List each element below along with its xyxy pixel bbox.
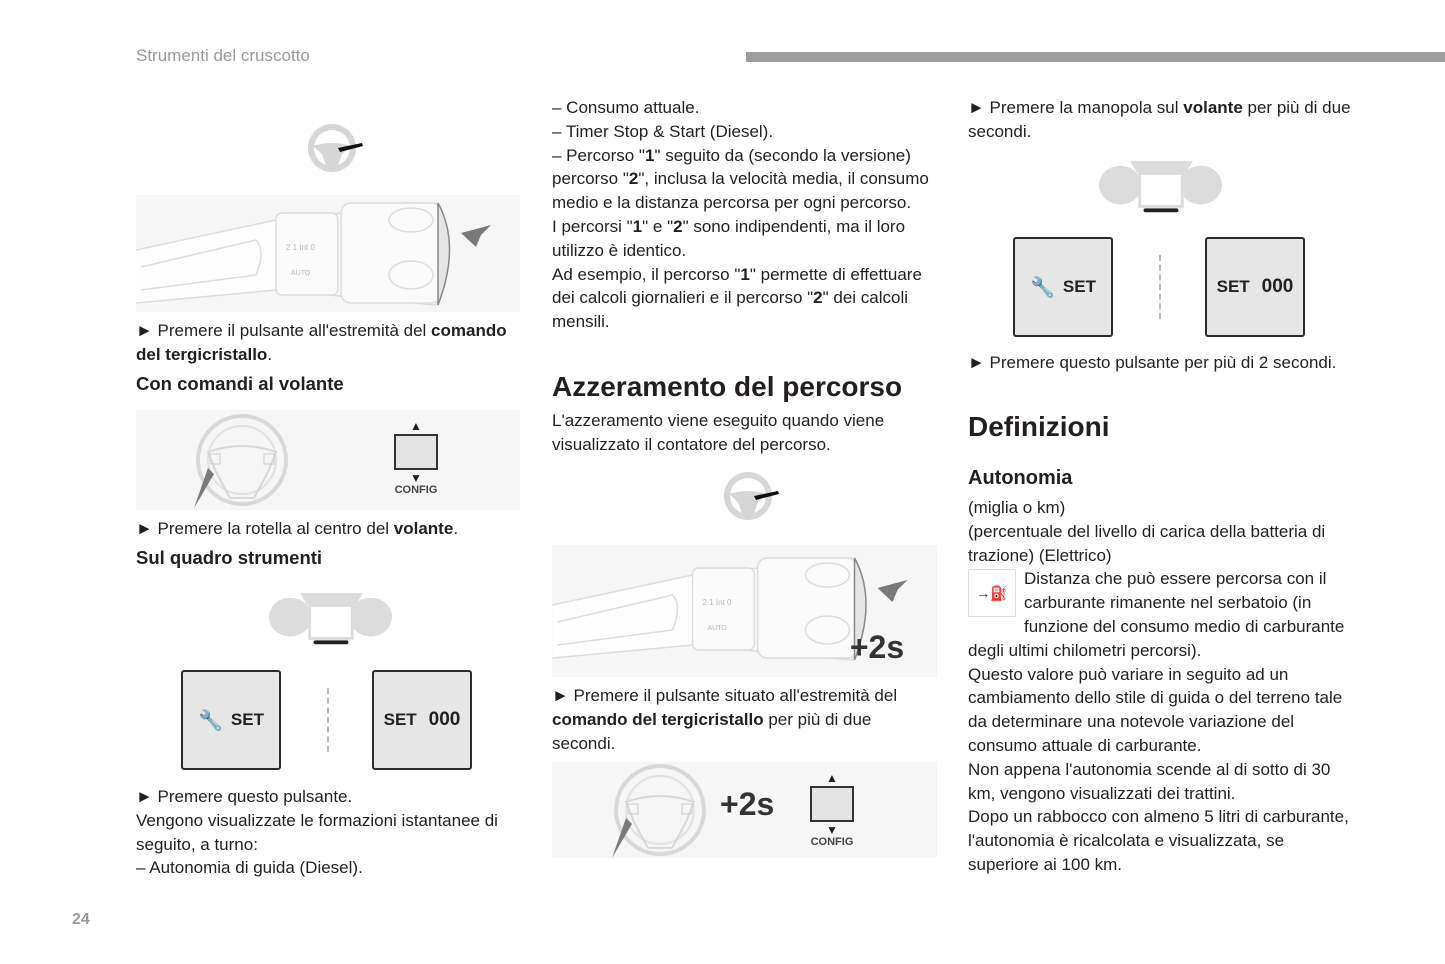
col1-text-block [136, 785, 526, 880]
config-button-icon [810, 786, 854, 822]
heading-steering-controls: Con comandi al volante [136, 373, 344, 394]
list-item-consumption [552, 96, 944, 120]
autonomy-text-block [968, 496, 1353, 877]
page-number: 24 [72, 911, 90, 928]
header-bar [746, 52, 1445, 62]
bold-text: 2 [813, 288, 823, 308]
heading-definitions: Definizioni [968, 411, 1110, 442]
heading-trip-reset: Azzeramento del percorso [552, 371, 903, 402]
text-segment: I percorsi " [552, 216, 633, 236]
wiper-stalk-hold-illustration [552, 545, 937, 677]
text-segment: " seguito da (secondo la versione) percorso " [552, 145, 911, 189]
text-segment: " permette di effettuare dei calcoli giornalieri e il percorso " [552, 264, 922, 308]
steering-hold-illustration [552, 762, 937, 858]
bold-text: comando del tergicristallo [136, 321, 507, 364]
arrow-up-icon: ▲ [826, 771, 838, 785]
text-segment: ► Premere questo pulsante per più di 2 secondi. [968, 353, 1337, 372]
col2-text-block [552, 96, 944, 334]
text-segment: Dopo un rabbocco con almeno 5 litri di carburante, l'autonomia è ricalcolata e visualizzata, se superiore ai 100 km. [968, 807, 1349, 874]
separator [327, 688, 329, 752]
text-segment: ► Premere questo pulsante. [136, 787, 353, 806]
heading-autonomy: Autonomia [968, 467, 1073, 489]
steering-wheel-icon [194, 412, 294, 510]
instrument-cluster-icon [268, 592, 393, 647]
text-segment: (miglia o km) [968, 498, 1066, 517]
info-trip-example [552, 263, 944, 334]
text-segment: Ad esempio, il percorso " [552, 264, 741, 284]
autonomy-definition [968, 567, 1353, 662]
list-item-autonomy [136, 856, 526, 880]
text-segment: – Timer Stop & Start (Diesel). [552, 121, 774, 141]
text-segment: L'azzeramento viene eseguito quando viene visualizzato il contatore del percorso. [552, 411, 885, 454]
set-display-000 [372, 670, 472, 770]
bold-text: 1 [632, 216, 643, 236]
text-segment: Vengono visualizzate le formazioni istantanee di seguito, a turno: [136, 810, 498, 854]
wrench-icon: 🔧 [1030, 276, 1055, 299]
text-segment: – Percorso " [552, 145, 645, 165]
arrow-up-icon: ▲ [410, 419, 422, 433]
bold-text: comando del tergicristallo [552, 709, 764, 729]
bold-text: 2 [628, 169, 639, 189]
set-button-wrench [181, 670, 281, 770]
text-segment: Questo valore può variare in seguito ad un cambiamento dello stile di guida o del terreno tale da determinare una notevole variazione del consumo attuale di carburante. [968, 664, 1343, 755]
fuel-range-icon: →⛽ [968, 569, 1016, 617]
set-button-wrench [1013, 237, 1113, 337]
text-segment: ► Premere il pulsante all'estremità del [136, 321, 432, 340]
config-label: CONFIG [394, 484, 438, 496]
text-segment: . [453, 519, 459, 538]
instruction-wiper [136, 319, 526, 367]
config-label: CONFIG [810, 836, 854, 848]
instruction-wheel-hold [968, 96, 1353, 144]
info-sequence [136, 809, 526, 857]
instrument-cluster-icon [1098, 160, 1223, 215]
text-segment: per più di due secondi. [552, 709, 872, 753]
hold-2s-badge: +2s [720, 786, 775, 822]
heading-instrument-panel: Sul quadro strumenti [136, 547, 323, 568]
steering-wheel-icon [612, 762, 712, 860]
info-trip-reset [552, 409, 937, 457]
instruction-press-button [136, 785, 526, 809]
instruction-button-hold [968, 351, 1353, 375]
bold-text: volante [393, 519, 454, 538]
list-item-trip [552, 144, 944, 215]
set-value: 000 [428, 709, 461, 730]
text-segment: – Autonomia di guida (Diesel). [136, 858, 363, 878]
bold-text: 2 [673, 216, 683, 236]
text-segment: " e " [642, 216, 674, 236]
autonomy-low [968, 758, 1353, 806]
text-segment: per più di due secondi. [968, 98, 1351, 141]
autonomy-electric [968, 520, 1353, 568]
separator [1159, 255, 1161, 319]
arrow-down-icon: ▼ [826, 823, 838, 837]
arrow-down-icon: ▼ [410, 471, 422, 485]
config-control [810, 772, 854, 848]
list-item-timer [552, 120, 944, 144]
text-segment: Non appena l'autonomia scende al di sotto di 30 km, vengono visualizzati dei trattini. [968, 759, 1331, 803]
bold-text: 1 [644, 145, 655, 165]
instruction-wheel [136, 517, 526, 541]
info-trips-independent [552, 215, 944, 263]
text-segment: . [267, 344, 273, 364]
bold-text: volante [1183, 98, 1243, 117]
wiper-stalk-drawing [136, 195, 520, 312]
text-segment: ► Premere la rotella al centro del [136, 519, 394, 538]
config-button-icon [394, 434, 438, 470]
section-title: Strumenti del cruscotto [136, 46, 310, 65]
set-label: SET [230, 710, 264, 729]
steering-wheel-stalk-icon [304, 124, 366, 174]
bold-text: 1 [740, 264, 750, 284]
autonomy-refuel [968, 805, 1353, 876]
set-label: SET [1216, 277, 1250, 296]
instruction-wiper-hold [552, 684, 937, 755]
set-display-000 [1205, 237, 1305, 337]
autonomy-variation [968, 663, 1353, 758]
set-label: SET [1062, 277, 1096, 296]
autonomy-units [968, 496, 1353, 520]
text-segment: (percentuale del livello di carica della batteria di trazione) (Elettrico) [968, 521, 1326, 565]
set-label: SET [383, 710, 417, 729]
wiper-stalk-illustration [136, 195, 520, 312]
text-segment: ", inclusa la velocità media, il consumo medio e la distanza percorsa per ogni percorso. [552, 169, 929, 213]
text-segment: " sono indipendenti, ma il loro utilizzo è identico. [552, 216, 906, 260]
steering-wheel-stalk-icon [720, 472, 782, 522]
text-segment: ► Premere il pulsante situato all'estremità del [552, 686, 898, 705]
hold-2s-badge: +2s [849, 629, 905, 665]
config-control [394, 420, 438, 496]
text-segment: Distanza che può essere percorsa con il carburante rimanente nel serbatoio (in funzione del consumo medio di carburante degli ultimi chilometri percorsi). [968, 569, 1345, 660]
steering-controls-illustration [136, 410, 520, 510]
text-segment: – Consumo attuale. [552, 98, 700, 117]
wrench-icon: 🔧 [198, 709, 223, 732]
set-value: 000 [1261, 276, 1294, 297]
text-segment: ► Premere la manopola sul [968, 98, 1184, 117]
text-segment: " dei calcoli mensili. [552, 288, 909, 332]
